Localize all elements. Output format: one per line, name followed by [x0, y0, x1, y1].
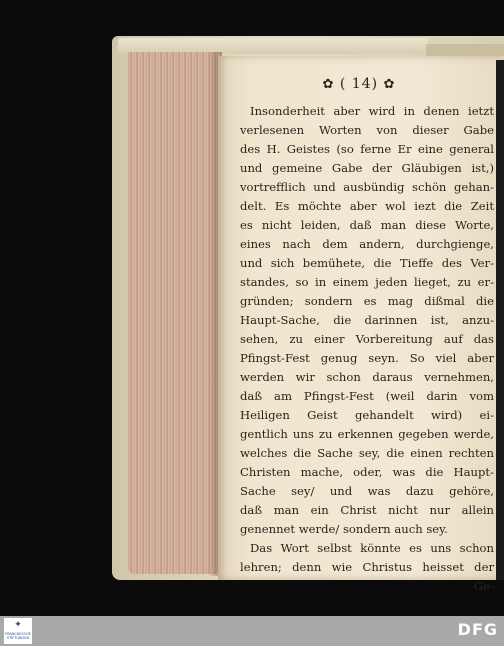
- text-line: werden wir schon daraus vernehmen,: [240, 370, 494, 384]
- catchword: Ge-: [473, 579, 494, 593]
- viewer-footer-bar: [0, 616, 504, 646]
- text-line: genennet werde/ sondern auch sey.: [240, 522, 448, 536]
- text-line: und sich bemühete, die Tieffe des Ver-: [240, 256, 494, 270]
- page-block-edge: [128, 52, 218, 574]
- text-line: daß man ein Christ nicht nur allein: [240, 503, 494, 517]
- text-line: gentlich uns zu erkennen gegeben werde,: [240, 427, 494, 441]
- text-line: Insonderheit aber wird in denen ietzt: [250, 104, 494, 118]
- text-line: Haupt-Sache, die darinnen ist, anzu-: [240, 313, 494, 327]
- text-line: es nicht leiden, daß man diese Worte,: [240, 218, 494, 232]
- text-line: Heiligen Geist gehandelt wird) ei-: [240, 408, 494, 422]
- logo-caption: FRANCKESCHE STIFTUNGEN: [5, 632, 31, 640]
- text-line: delt. Es möchte aber wol iezt die Zeit: [240, 199, 494, 213]
- text-line: Pfingst-Fest genug seyn. So viel aber: [240, 351, 494, 365]
- flower-ornament-icon: ✿: [322, 77, 335, 92]
- next-page-edge: [426, 44, 504, 56]
- text-line: und gemeine Gabe der Gläubigen ist,): [240, 161, 494, 175]
- dfg-logo[interactable]: DFG: [457, 620, 498, 639]
- page-header: [218, 76, 500, 92]
- text-line: Das Wort selbst könnte es uns schon: [250, 541, 494, 555]
- text-line: gründen; sondern es mag dißmal die: [240, 294, 494, 308]
- flower-ornament-icon: ✿: [383, 77, 396, 92]
- text-line: des H. Geistes (so ferne Er eine general: [240, 142, 494, 156]
- star-logo-icon: ✦: [14, 620, 22, 630]
- francke-foundation-logo[interactable]: [4, 618, 32, 644]
- text-line: welches die Sache sey, die einen rechten: [240, 446, 494, 460]
- text-line: lehren; denn wie Christus heisset der: [240, 560, 494, 574]
- text-line: Sache sey/ und was dazu gehöre,: [240, 484, 494, 498]
- text-line: eines nach dem andern, durchgienge,: [240, 237, 494, 251]
- page-text: [240, 102, 494, 596]
- text-line: daß am Pfingst-Fest (weil darin vom: [240, 389, 494, 403]
- text-line: Christen mache, oder, was die Haupt-: [240, 465, 494, 479]
- dark-right-margin: [496, 60, 504, 580]
- page-number: ( 14): [339, 76, 379, 92]
- text-line: standes, so in einem jeden lieget, zu er-: [240, 275, 494, 289]
- book-page: [218, 56, 500, 593]
- text-line: vortrefflich und ausbündig schön gehan-: [240, 180, 494, 194]
- text-line: sehen, zu einer Vorbereitung auf das: [240, 332, 494, 346]
- text-line: verlesenen Worten von dieser Gabe: [240, 123, 494, 137]
